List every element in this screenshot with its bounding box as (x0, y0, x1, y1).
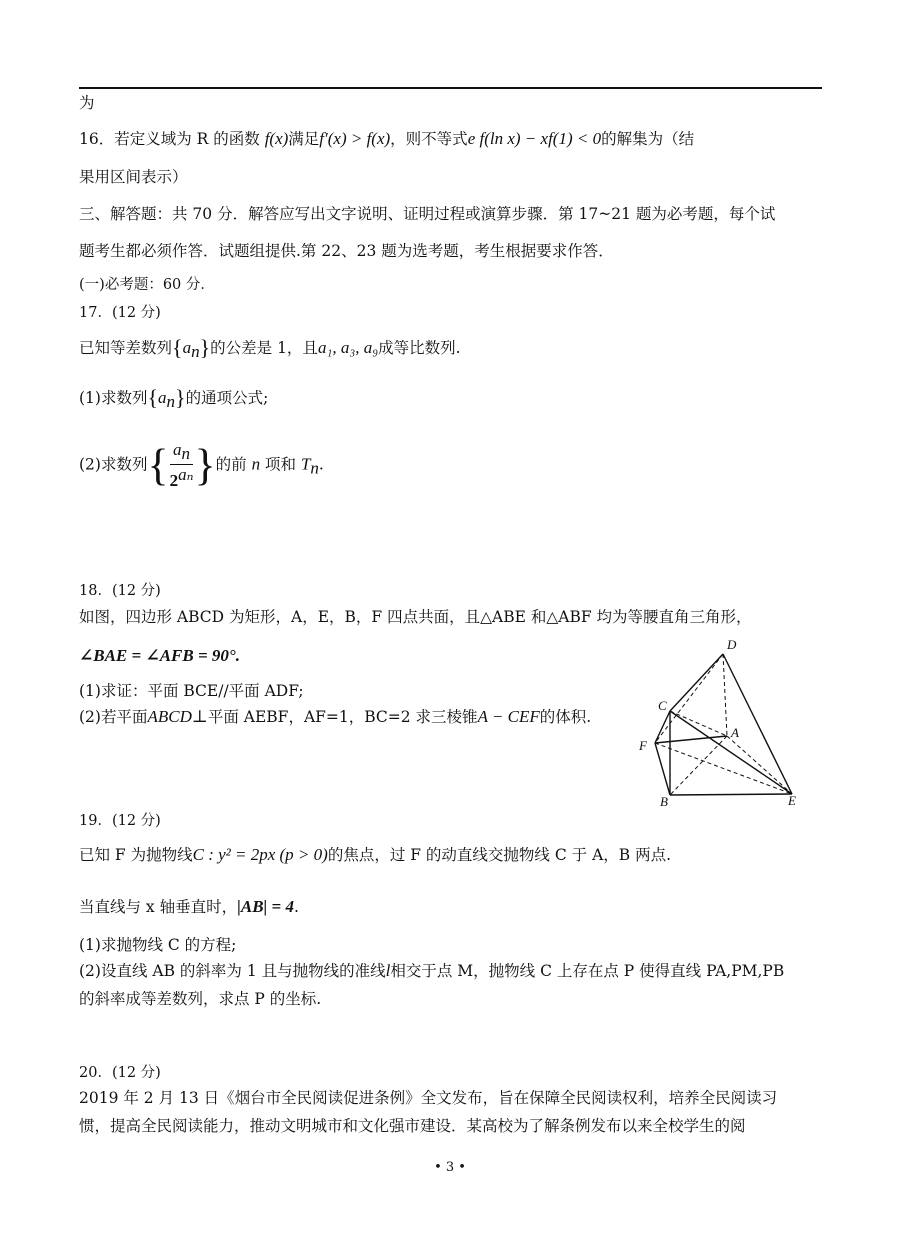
label-C: C (658, 698, 667, 713)
q20-line2: 惯，提高全民阅读能力，推动文明城市和文化强市建设．某高校为了解条例发布以来全校学生的阅 (79, 1117, 746, 1135)
q19-part1: (1)求抛物线 C 的方程; (79, 936, 237, 954)
q19-line2: 当直线与 x 轴垂直时，|AB| = 4. (79, 897, 299, 916)
edge-CE (670, 711, 792, 794)
q19-head: 19．(12 分) (79, 813, 161, 829)
q19-ab: |AB| = 4 (237, 897, 294, 916)
edge-AE (727, 736, 792, 794)
label-D: D (727, 637, 737, 652)
label-F: F (639, 738, 647, 753)
page-number: • 3 • (434, 1160, 466, 1175)
q16-condition: f′(x) > f(x) (319, 129, 391, 148)
edge-AB (670, 736, 727, 795)
label-E: E (788, 793, 796, 808)
edge-BE (670, 794, 792, 795)
q19-part2-cont: 的斜率成等差数列，求点 P 的坐标. (79, 990, 322, 1008)
q16-inequality: e f(ln x) − xf(1) < 0 (467, 129, 602, 148)
q18-part1: (1)求证：平面 BCE//平面 ADF; (79, 682, 304, 700)
section3-line2: 题考生都必须作答．试题组提供.第 22、23 题为选考题，考生根据要求作答． (79, 242, 614, 260)
header-rule (79, 87, 822, 89)
edge-FB (655, 743, 670, 795)
q18-angle: ∠BAE = ∠AFB = 90°. (79, 646, 240, 665)
edge-DA (723, 654, 727, 736)
q18-head: 18．(12 分) (79, 583, 161, 599)
label-B: B (660, 794, 668, 808)
edge-FE (655, 743, 792, 794)
q18-part2: (2)若平面ABCD⊥平面 AEBF，AF=1，BC=2 求三棱锥A − CEF的体积. (79, 707, 592, 726)
section3-line1: 三、解答题：共 70 分．解答应写出文字说明、证明过程或演算步骤．第 17~21 题为必考题，每个试 (79, 205, 776, 223)
label-A: A (731, 725, 739, 740)
edge-CA (670, 711, 727, 736)
q17-head: 17．(12 分) (79, 305, 161, 321)
q16-fx: f(x) (264, 129, 289, 148)
q16-line1: 16．若定义域为 R 的函数 f(x)满足f′(x) > f(x)，则不等式e f(ln x) − xf(1) < 0的解集为（结 (79, 129, 695, 148)
q17-part2: (2)求数列{ $\frac{a_n}{2^{a_n}}$ }的前 n 项和 $T_n$. (79, 440, 324, 491)
q19-equation: C : y² = 2px (p > 0) (192, 845, 328, 864)
edge-DC (670, 654, 723, 711)
q20-head: 20．(12 分) (79, 1065, 161, 1081)
q17-terms: a₁, a₃, a₉ (317, 338, 379, 357)
q18-line1: 如图，四边形 ABCD 为矩形，A，E，B，F 四点共面，且△ABE 和△ABF 均为等腰直角三角形， (79, 608, 752, 626)
q16-line2: 果用区间表示） (79, 168, 188, 186)
q17-part1: (1)求数列$\{a_n\}$的通项公式; (79, 385, 269, 412)
q19-line1: 已知 F 为抛物线C : y² = 2px (p > 0)的焦点，过 F 的动直线交抛物线 C 于 A，B 两点. (79, 845, 672, 864)
q17-statement: 已知等差数列$\{a_n\}$的公差是 1，且a₁, a₃, a₉成等比数列. (79, 335, 461, 362)
continuation-text: 为 (79, 94, 95, 112)
required-heading: (一)必考题：60 分． (79, 277, 215, 293)
q20-line1: 2019 年 2 月 13 日《烟台市全民阅读促进条例》全文发布，旨在保障全民阅读权利，培养全民阅读习 (79, 1089, 778, 1107)
tetrahedron-figure (634, 636, 804, 808)
q17-fraction: $\frac{a_n}{2^{a_n}}$ (169, 440, 194, 491)
edge-DE (723, 654, 792, 794)
q19-part2: (2)设直线 AB 的斜率为 1 且与抛物线的准线l相交于点 M，抛物线 C 上存在点 P 使得直线 PA,PM,PB (79, 961, 785, 980)
